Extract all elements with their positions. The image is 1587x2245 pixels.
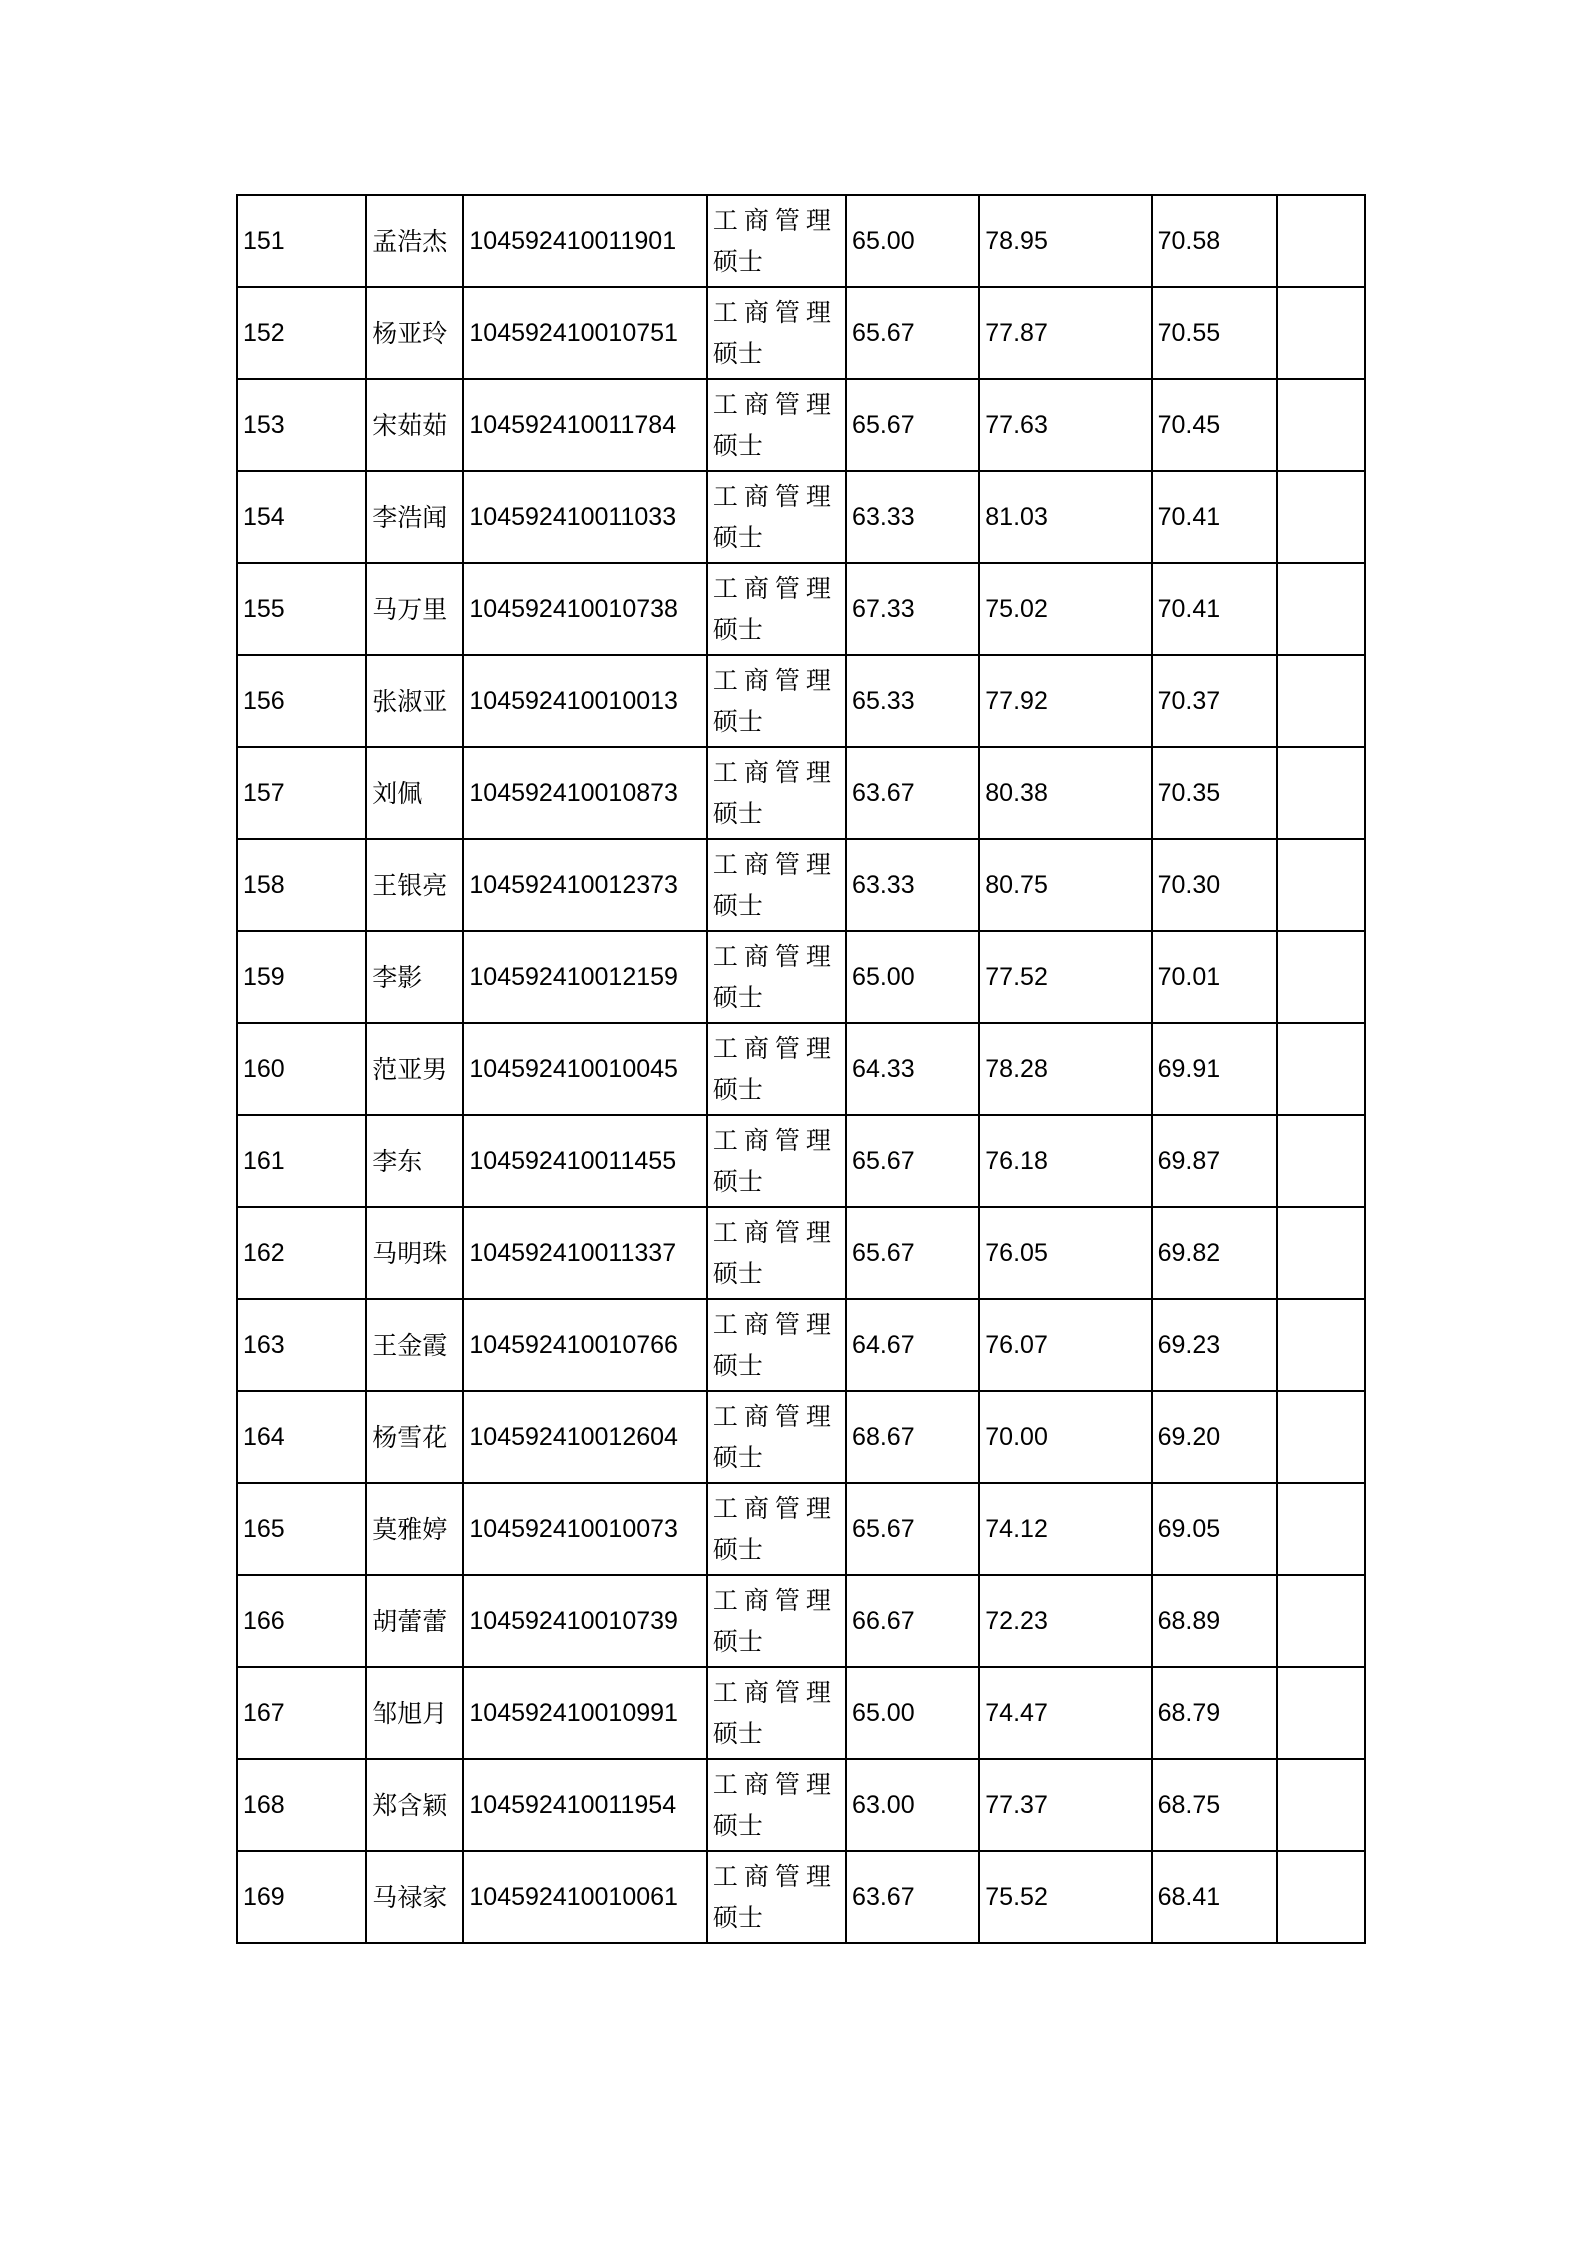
exam-id-cell: 104592410012159: [463, 931, 706, 1023]
major-line-1: 工商管理: [712, 1218, 837, 1247]
total-score-cell: 69.91: [1152, 1023, 1277, 1115]
major-cell: [707, 287, 846, 379]
name-cell: 马明珠: [366, 1207, 463, 1299]
table-row: [237, 747, 1365, 839]
name-cell: 杨雪花: [366, 1391, 463, 1483]
total-score-cell: 69.82: [1152, 1207, 1277, 1299]
rank-cell: 153: [237, 379, 366, 471]
second-score-cell: 77.92: [979, 655, 1151, 747]
second-score-cell: 75.52: [979, 1851, 1151, 1943]
exam-id-cell: 104592410011784: [463, 379, 706, 471]
exam-id-cell: 104592410010766: [463, 1299, 706, 1391]
major-cell: [707, 1299, 846, 1391]
note-cell: [1277, 1391, 1365, 1483]
rank-cell: 155: [237, 563, 366, 655]
note-cell: [1277, 1115, 1365, 1207]
second-score-cell: 74.47: [979, 1667, 1151, 1759]
name-cell: 王金霞: [366, 1299, 463, 1391]
name-cell: 马禄家: [366, 1851, 463, 1943]
name-cell: 邹旭月: [366, 1667, 463, 1759]
rank-cell: 169: [237, 1851, 366, 1943]
major-line-1: 工商管理: [712, 206, 837, 235]
major-line-2: 硕士: [712, 891, 763, 920]
note-cell: [1277, 1023, 1365, 1115]
total-score-cell: 70.58: [1152, 195, 1277, 287]
total-score-cell: 70.41: [1152, 563, 1277, 655]
total-score-cell: 69.20: [1152, 1391, 1277, 1483]
table-row: [237, 1667, 1365, 1759]
exam-id-cell: 104592410011337: [463, 1207, 706, 1299]
note-cell: [1277, 287, 1365, 379]
table-row: [237, 563, 1365, 655]
table-row: [237, 287, 1365, 379]
second-score-cell: 77.63: [979, 379, 1151, 471]
major-line-2: 硕士: [712, 1903, 763, 1932]
first-score-cell: 63.67: [846, 1851, 979, 1943]
major-line-2: 硕士: [712, 431, 763, 460]
major-cell: [707, 1023, 846, 1115]
second-score-cell: 81.03: [979, 471, 1151, 563]
major-line-1: 工商管理: [712, 850, 837, 879]
first-score-cell: 65.67: [846, 1207, 979, 1299]
major-line-2: 硕士: [712, 1535, 763, 1564]
total-score-cell: 70.01: [1152, 931, 1277, 1023]
first-score-cell: 65.33: [846, 655, 979, 747]
first-score-cell: 66.67: [846, 1575, 979, 1667]
major-line-1: 工商管理: [712, 666, 837, 695]
total-score-cell: 69.23: [1152, 1299, 1277, 1391]
rank-cell: 168: [237, 1759, 366, 1851]
name-cell: 宋茹茹: [366, 379, 463, 471]
exam-id-cell: 104592410010013: [463, 655, 706, 747]
first-score-cell: 65.00: [846, 195, 979, 287]
rank-cell: 159: [237, 931, 366, 1023]
major-line-1: 工商管理: [712, 1586, 837, 1615]
major-line-1: 工商管理: [712, 1126, 837, 1155]
table-row: [237, 1115, 1365, 1207]
first-score-cell: 64.67: [846, 1299, 979, 1391]
exam-id-cell: 104592410011901: [463, 195, 706, 287]
exam-id-cell: 104592410012373: [463, 839, 706, 931]
rank-cell: 167: [237, 1667, 366, 1759]
major-line-2: 硕士: [712, 1075, 763, 1104]
major-cell: [707, 563, 846, 655]
major-cell: [707, 1391, 846, 1483]
note-cell: [1277, 655, 1365, 747]
total-score-cell: 68.41: [1152, 1851, 1277, 1943]
table-row: [237, 1851, 1365, 1943]
note-cell: [1277, 1299, 1365, 1391]
major-line-1: 工商管理: [712, 1678, 837, 1707]
table-row: [237, 839, 1365, 931]
note-cell: [1277, 1667, 1365, 1759]
exam-id-cell: 104592410010073: [463, 1483, 706, 1575]
rank-cell: 164: [237, 1391, 366, 1483]
exam-id-cell: 104592410011954: [463, 1759, 706, 1851]
total-score-cell: 68.79: [1152, 1667, 1277, 1759]
major-cell: [707, 931, 846, 1023]
name-cell: 范亚男: [366, 1023, 463, 1115]
major-line-2: 硕士: [712, 1167, 763, 1196]
name-cell: 王银亮: [366, 839, 463, 931]
major-line-1: 工商管理: [712, 1310, 837, 1339]
name-cell: 张淑亚: [366, 655, 463, 747]
major-line-1: 工商管理: [712, 390, 837, 419]
major-cell: [707, 839, 846, 931]
note-cell: [1277, 1483, 1365, 1575]
table-row: [237, 1759, 1365, 1851]
major-line-1: 工商管理: [712, 942, 837, 971]
total-score-cell: 70.35: [1152, 747, 1277, 839]
major-line-1: 工商管理: [712, 1034, 837, 1063]
exam-id-cell: 104592410010738: [463, 563, 706, 655]
note-cell: [1277, 195, 1365, 287]
exam-id-cell: 104592410010061: [463, 1851, 706, 1943]
second-score-cell: 76.18: [979, 1115, 1151, 1207]
rank-cell: 165: [237, 1483, 366, 1575]
first-score-cell: 64.33: [846, 1023, 979, 1115]
note-cell: [1277, 1851, 1365, 1943]
second-score-cell: 77.52: [979, 931, 1151, 1023]
name-cell: 李影: [366, 931, 463, 1023]
table-row: [237, 1483, 1365, 1575]
rank-cell: 166: [237, 1575, 366, 1667]
first-score-cell: 63.33: [846, 839, 979, 931]
major-line-2: 硕士: [712, 1811, 763, 1840]
first-score-cell: 68.67: [846, 1391, 979, 1483]
rank-cell: 158: [237, 839, 366, 931]
rank-cell: 157: [237, 747, 366, 839]
second-score-cell: 80.75: [979, 839, 1151, 931]
note-cell: [1277, 747, 1365, 839]
rank-cell: 162: [237, 1207, 366, 1299]
note-cell: [1277, 1207, 1365, 1299]
exam-id-cell: 104592410010991: [463, 1667, 706, 1759]
first-score-cell: 65.00: [846, 931, 979, 1023]
note-cell: [1277, 563, 1365, 655]
first-score-cell: 65.67: [846, 379, 979, 471]
name-cell: 马万里: [366, 563, 463, 655]
first-score-cell: 63.33: [846, 471, 979, 563]
major-line-2: 硕士: [712, 339, 763, 368]
table-row: [237, 1391, 1365, 1483]
exam-id-cell: 104592410010739: [463, 1575, 706, 1667]
total-score-cell: 70.55: [1152, 287, 1277, 379]
major-cell: [707, 1759, 846, 1851]
table-row: [237, 1575, 1365, 1667]
major-cell: [707, 195, 846, 287]
rank-cell: 154: [237, 471, 366, 563]
table-row: [237, 655, 1365, 747]
major-line-2: 硕士: [712, 615, 763, 644]
first-score-cell: 65.67: [846, 1483, 979, 1575]
rank-cell: 161: [237, 1115, 366, 1207]
exam-id-cell: 104592410010751: [463, 287, 706, 379]
second-score-cell: 75.02: [979, 563, 1151, 655]
total-score-cell: 70.41: [1152, 471, 1277, 563]
second-score-cell: 76.05: [979, 1207, 1151, 1299]
major-line-2: 硕士: [712, 523, 763, 552]
major-line-1: 工商管理: [712, 758, 837, 787]
score-table: [236, 194, 1366, 1944]
second-score-cell: 78.95: [979, 195, 1151, 287]
first-score-cell: 65.67: [846, 287, 979, 379]
second-score-cell: 72.23: [979, 1575, 1151, 1667]
table-body: [237, 195, 1365, 1943]
name-cell: 胡蕾蕾: [366, 1575, 463, 1667]
second-score-cell: 77.87: [979, 287, 1151, 379]
table-row: [237, 195, 1365, 287]
rank-cell: 156: [237, 655, 366, 747]
exam-id-cell: 104592410011455: [463, 1115, 706, 1207]
note-cell: [1277, 1759, 1365, 1851]
table-row: [237, 471, 1365, 563]
exam-id-cell: 104592410011033: [463, 471, 706, 563]
name-cell: 刘佩: [366, 747, 463, 839]
major-line-2: 硕士: [712, 799, 763, 828]
note-cell: [1277, 839, 1365, 931]
major-cell: [707, 1575, 846, 1667]
major-line-2: 硕士: [712, 1351, 763, 1380]
name-cell: 莫雅婷: [366, 1483, 463, 1575]
table-row: [237, 1207, 1365, 1299]
name-cell: 李东: [366, 1115, 463, 1207]
exam-id-cell: 104592410012604: [463, 1391, 706, 1483]
rank-cell: 160: [237, 1023, 366, 1115]
major-line-2: 硕士: [712, 1259, 763, 1288]
note-cell: [1277, 931, 1365, 1023]
first-score-cell: 65.67: [846, 1115, 979, 1207]
major-line-2: 硕士: [712, 1443, 763, 1472]
major-line-1: 工商管理: [712, 1494, 837, 1523]
major-cell: [707, 655, 846, 747]
table-row: [237, 379, 1365, 471]
name-cell: 杨亚玲: [366, 287, 463, 379]
major-cell: [707, 1115, 846, 1207]
major-cell: [707, 1207, 846, 1299]
major-cell: [707, 1667, 846, 1759]
total-score-cell: 69.05: [1152, 1483, 1277, 1575]
major-line-2: 硕士: [712, 1627, 763, 1656]
note-cell: [1277, 379, 1365, 471]
first-score-cell: 67.33: [846, 563, 979, 655]
note-cell: [1277, 471, 1365, 563]
second-score-cell: 70.00: [979, 1391, 1151, 1483]
first-score-cell: 63.00: [846, 1759, 979, 1851]
exam-id-cell: 104592410010045: [463, 1023, 706, 1115]
name-cell: 郑含颖: [366, 1759, 463, 1851]
total-score-cell: 69.87: [1152, 1115, 1277, 1207]
name-cell: 李浩闻: [366, 471, 463, 563]
total-score-cell: 70.37: [1152, 655, 1277, 747]
second-score-cell: 78.28: [979, 1023, 1151, 1115]
major-line-2: 硕士: [712, 707, 763, 736]
major-cell: [707, 471, 846, 563]
second-score-cell: 80.38: [979, 747, 1151, 839]
rank-cell: 152: [237, 287, 366, 379]
first-score-cell: 63.67: [846, 747, 979, 839]
major-line-1: 工商管理: [712, 482, 837, 511]
major-cell: [707, 1851, 846, 1943]
major-line-1: 工商管理: [712, 574, 837, 603]
major-cell: [707, 747, 846, 839]
table-row: [237, 1023, 1365, 1115]
first-score-cell: 65.00: [846, 1667, 979, 1759]
major-cell: [707, 1483, 846, 1575]
total-score-cell: 70.45: [1152, 379, 1277, 471]
total-score-cell: 70.30: [1152, 839, 1277, 931]
second-score-cell: 77.37: [979, 1759, 1151, 1851]
second-score-cell: 74.12: [979, 1483, 1151, 1575]
name-cell: 孟浩杰: [366, 195, 463, 287]
rank-cell: 163: [237, 1299, 366, 1391]
major-line-1: 工商管理: [712, 298, 837, 327]
table-row: [237, 1299, 1365, 1391]
note-cell: [1277, 1575, 1365, 1667]
major-line-2: 硕士: [712, 1719, 763, 1748]
rank-cell: 151: [237, 195, 366, 287]
major-cell: [707, 379, 846, 471]
major-line-2: 硕士: [712, 983, 763, 1012]
table-row: [237, 931, 1365, 1023]
major-line-2: 硕士: [712, 247, 763, 276]
major-line-1: 工商管理: [712, 1770, 837, 1799]
total-score-cell: 68.75: [1152, 1759, 1277, 1851]
exam-id-cell: 104592410010873: [463, 747, 706, 839]
major-line-1: 工商管理: [712, 1402, 837, 1431]
total-score-cell: 68.89: [1152, 1575, 1277, 1667]
major-line-1: 工商管理: [712, 1862, 837, 1891]
second-score-cell: 76.07: [979, 1299, 1151, 1391]
